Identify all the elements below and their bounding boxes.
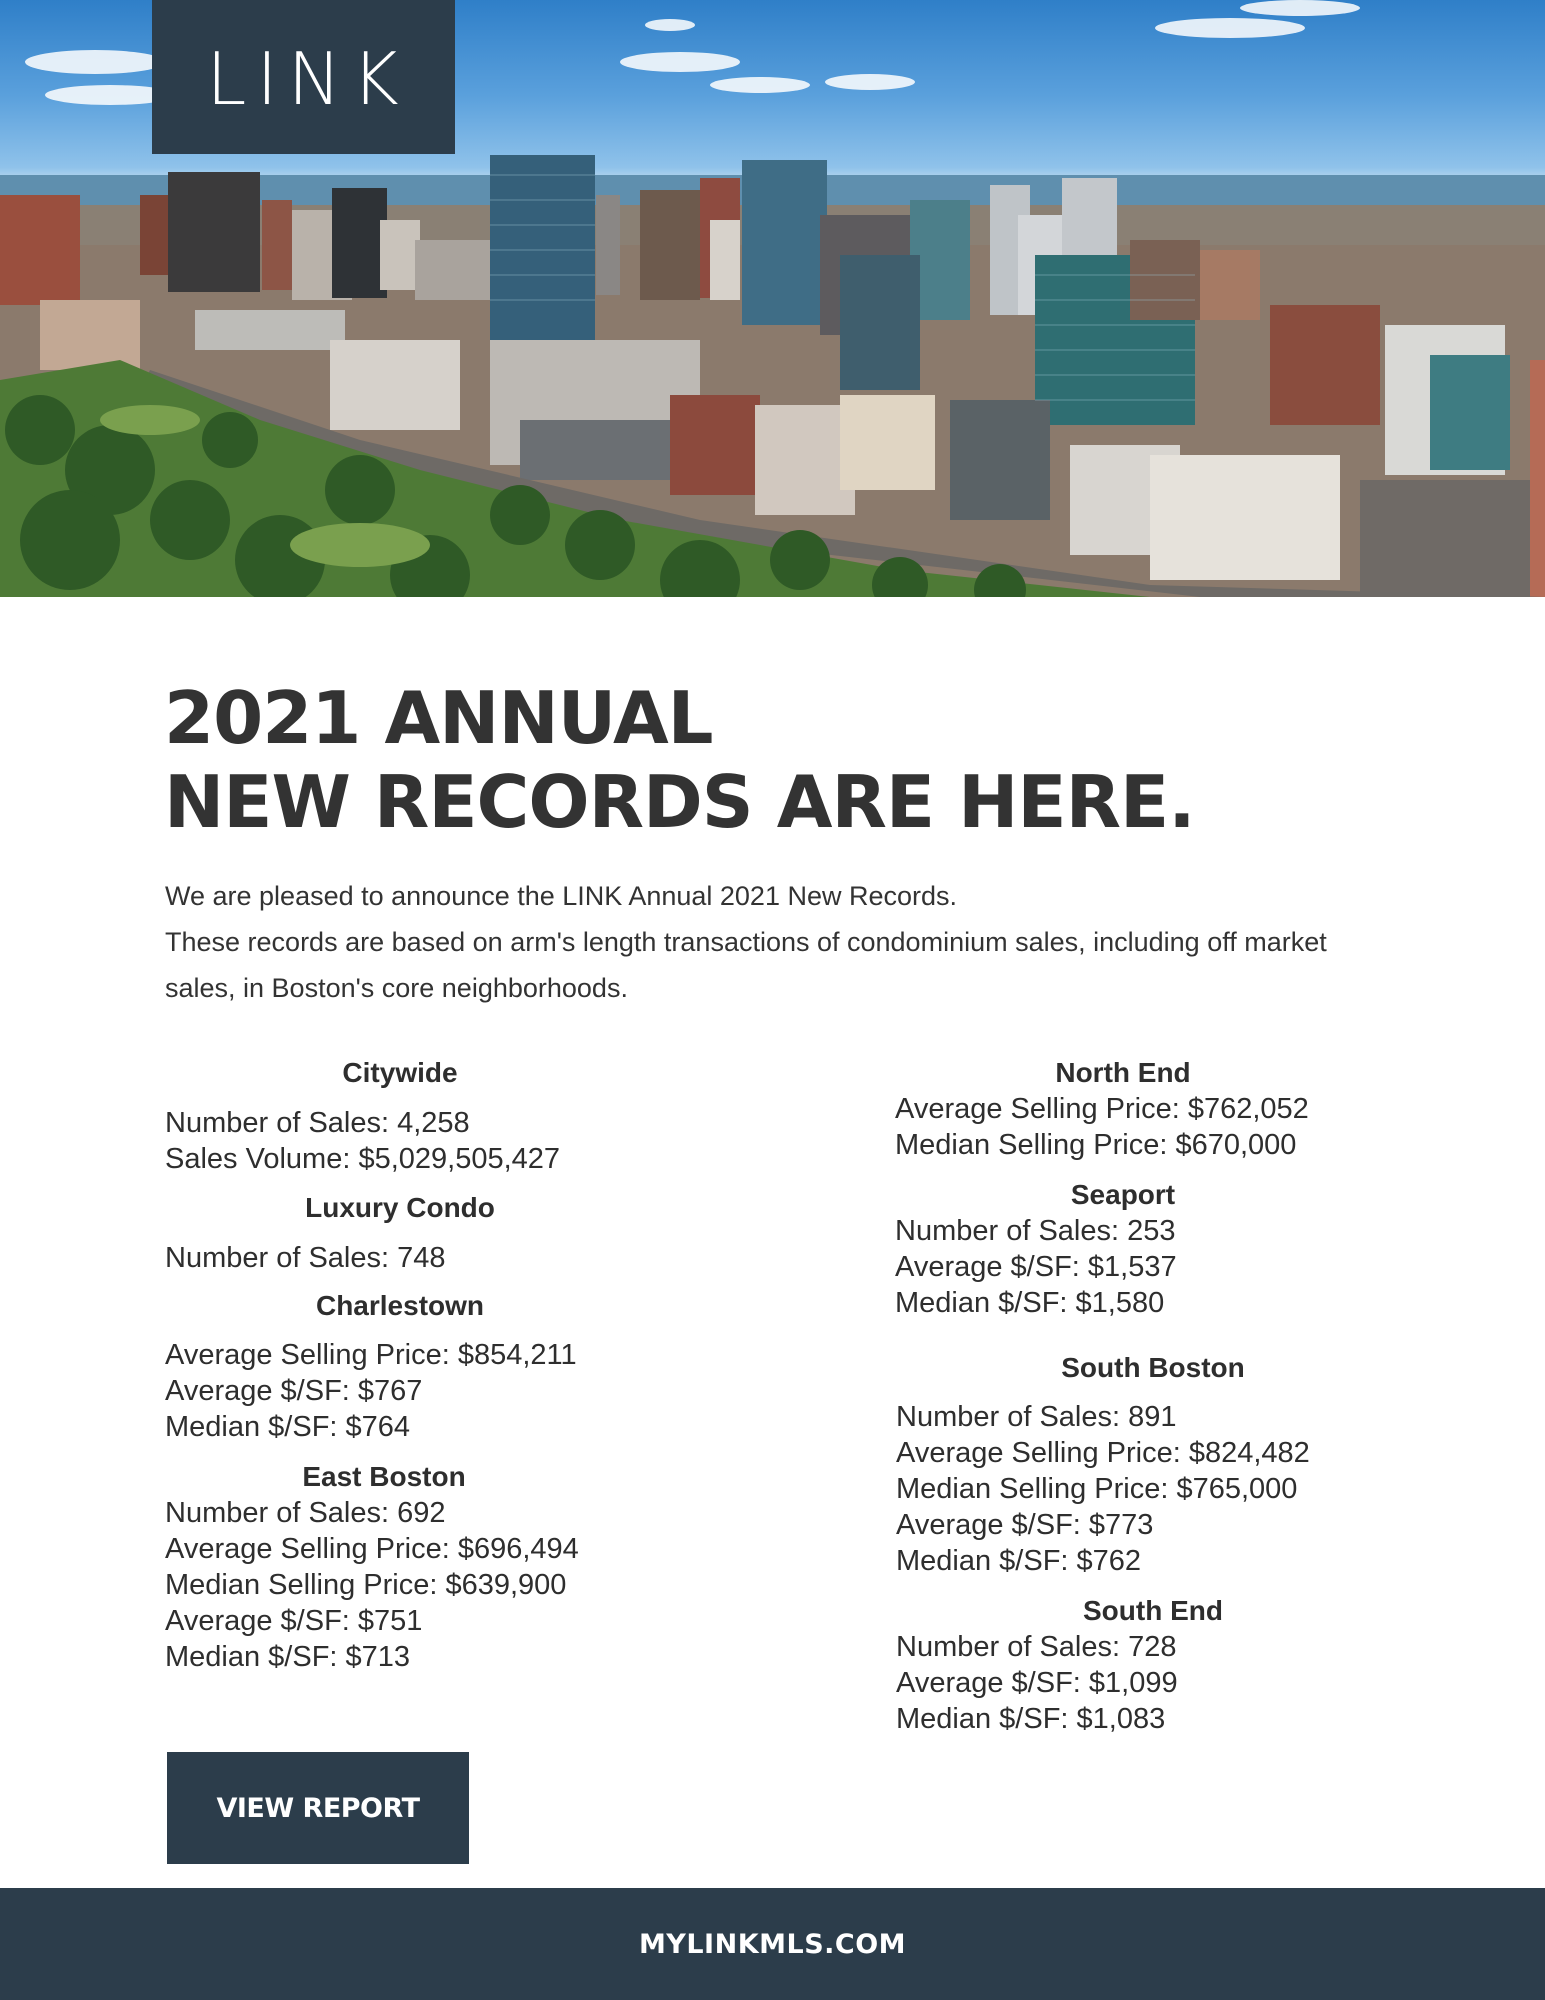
page-title [164, 676, 1195, 844]
stat-line: Sales Volume: $5,029,505,427 [165, 1143, 561, 1175]
stat-line: Average Selling Price: $824,482 [896, 1437, 1310, 1469]
stat-line: Median $/SF: $713 [165, 1641, 411, 1673]
stat-line: Average Selling Price: $762,052 [895, 1093, 1309, 1125]
section-title-south-boston: South Boston [1061, 1352, 1245, 1383]
intro-text [165, 873, 1395, 1011]
stat-line: Median Selling Price: $765,000 [896, 1473, 1298, 1505]
logo-text: LINK [206, 37, 409, 121]
stat-line: Number of Sales: 692 [165, 1497, 446, 1529]
stat-line: Median $/SF: $1,083 [896, 1703, 1166, 1735]
section-title-south-end: South End [1083, 1595, 1223, 1626]
stat-line: Average $/SF: $751 [165, 1605, 423, 1637]
stat-line: Average Selling Price: $854,211 [165, 1339, 577, 1371]
stat-line: Median Selling Price: $639,900 [165, 1569, 567, 1601]
section-title-east-boston: East Boston [302, 1461, 466, 1492]
section-title-north-end: North End [1055, 1057, 1191, 1088]
headline-line-1: 2021 ANNUAL [164, 676, 713, 760]
stat-line: Average $/SF: $1,537 [895, 1251, 1177, 1283]
logo[interactable] [152, 0, 455, 154]
stat-line: Median Selling Price: $670,000 [895, 1129, 1297, 1161]
view-report-button[interactable] [167, 1752, 469, 1864]
stat-line: Average Selling Price: $696,494 [165, 1533, 579, 1565]
stat-line: Number of Sales: 728 [896, 1631, 1177, 1663]
stat-line: Number of Sales: 4,258 [165, 1107, 470, 1139]
stat-line: Number of Sales: 748 [165, 1242, 446, 1274]
stat-line: Number of Sales: 253 [895, 1215, 1176, 1247]
intro-line-2: These records are based on arm's length transactions of condominium sales, including off market sales, in Boston's core neighborhoods. [165, 927, 1327, 1003]
stat-line: Median $/SF: $762 [896, 1545, 1142, 1577]
stat-line: Number of Sales: 891 [896, 1401, 1177, 1433]
stat-line: Average $/SF: $1,099 [896, 1667, 1178, 1699]
section-title-luxury-condo: Luxury Condo [305, 1192, 495, 1223]
section-title-seaport: Seaport [1070, 1179, 1176, 1210]
intro-line-1: We are pleased to announce the LINK Annual 2021 New Records. [165, 881, 958, 911]
stat-line: Median $/SF: $1,580 [895, 1287, 1165, 1319]
view-report-label: VIEW REPORT [216, 1792, 420, 1824]
stat-line: Average $/SF: $773 [896, 1509, 1154, 1541]
footer-website-link[interactable]: MYLINKMLS.COM [638, 1928, 907, 1960]
section-title-charlestown: Charlestown [315, 1290, 485, 1321]
footer [0, 1888, 1545, 2000]
stat-line: Median $/SF: $764 [165, 1411, 411, 1443]
hero-banner [0, 0, 1545, 597]
section-title-citywide: Citywide [342, 1057, 458, 1088]
stat-line: Average $/SF: $767 [165, 1375, 423, 1407]
headline-line-2: NEW RECORDS ARE HERE. [164, 760, 1195, 844]
